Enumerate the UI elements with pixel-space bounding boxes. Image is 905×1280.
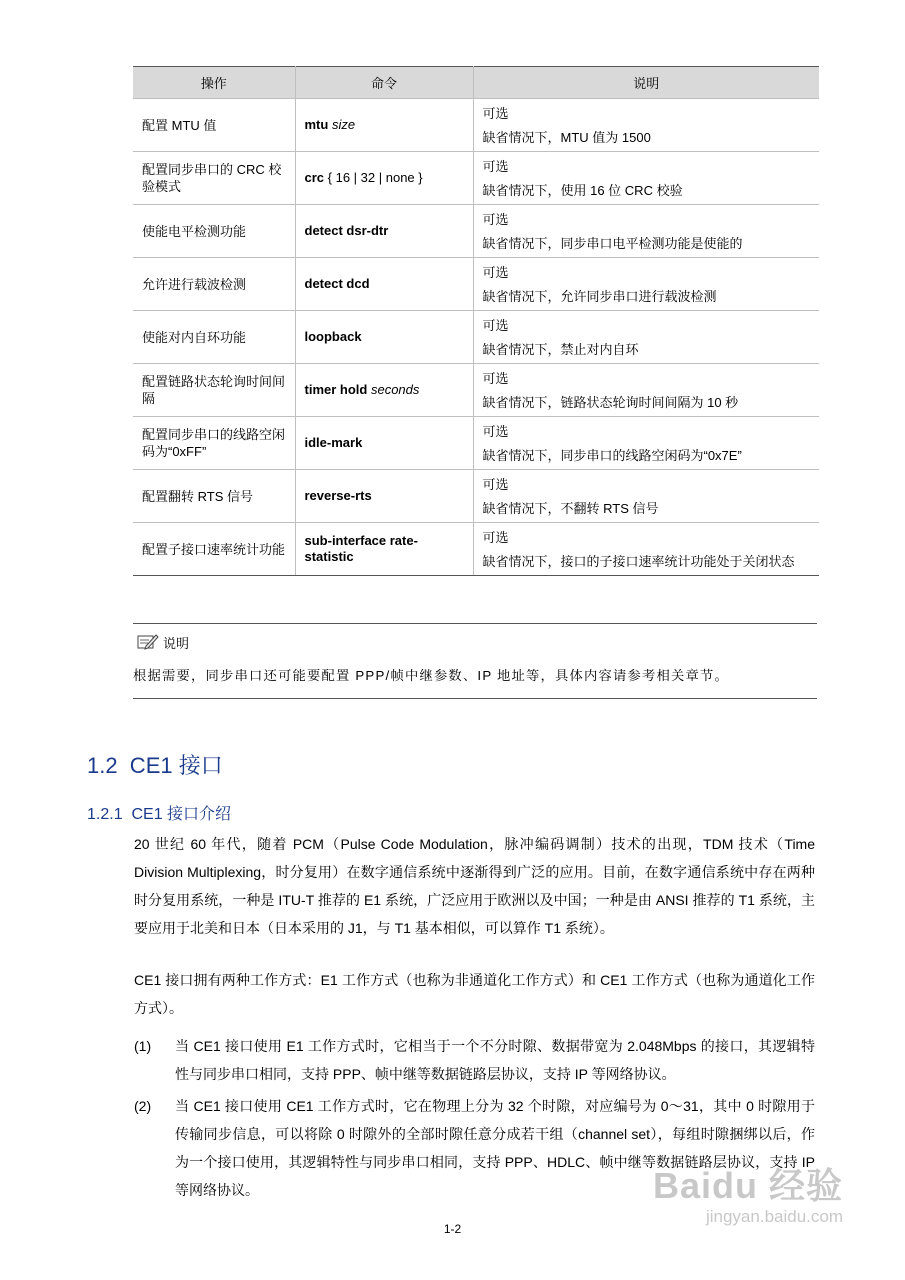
note-title: 说明 (163, 635, 190, 651)
table-row (133, 205, 819, 258)
table-row (133, 523, 819, 576)
description-cell (473, 99, 819, 152)
description-cell (473, 417, 819, 470)
operation-cell (133, 258, 295, 311)
operation-text: 配置同步串口的 CRC 校验模式 (142, 162, 282, 194)
default-text: 缺省情况下，MTU 值为 1500 (482, 129, 651, 145)
default-text: 缺省情况下，禁止对内自环 (482, 341, 639, 357)
command-keyword: crc (304, 170, 325, 185)
operation-text: 配置 MTU 值 (142, 117, 217, 133)
page-number: 1-2 (443, 1222, 462, 1236)
list-item (134, 1032, 815, 1088)
operation-text: 配置链路状态轮询时间间隔 (142, 374, 286, 406)
default-text: 缺省情况下，同步串口的线路空闲码为“0x7E” (482, 447, 742, 463)
optional-label: 可选 (482, 105, 509, 121)
optional-label: 可选 (482, 423, 509, 439)
list-item-text: 当 CE1 接口使用 CE1 工作方式时，它在物理上分为 32 个时隙，对应编号为 0～31，其中 0 时隙用于传输同步信息，可以将除 0 时隙外的全部时隙任意分成若干组（channel set），每组时隙捆绑以后，作为一个接口使用，其逻辑特性与同步串口相同，支持 PPP、HDLC、帧中继等数据链路层协议，支持 IP 等网络协议。 (175, 1098, 815, 1198)
command-keyword: detect dsr-dtr (304, 223, 389, 238)
table-row (133, 470, 819, 523)
list-item-text: 当 CE1 接口使用 E1 工作方式时，它相当于一个不分时隙、数据带宽为 2.048Mbps 的接口，其逻辑特性与同步串口相同，支持 PPP、帧中继等数据链路层协议，支持 IP 等网络协议。 (175, 1038, 815, 1082)
operation-text: 配置翻转 RTS 信号 (142, 488, 253, 504)
watermark-url: jingyan.baidu.com (705, 1207, 843, 1226)
operation-cell (133, 364, 295, 417)
table-header-row (133, 67, 819, 99)
list-item-number: (2) (134, 1098, 152, 1114)
table-row (133, 152, 819, 205)
operation-cell (133, 99, 295, 152)
command-keyword: idle-mark (304, 435, 363, 450)
description-cell (473, 523, 819, 576)
note-pencil-icon (137, 632, 159, 652)
operation-cell (133, 523, 295, 576)
description-cell (473, 311, 819, 364)
command-keyword: reverse-rts (304, 488, 372, 503)
description-cell (473, 364, 819, 417)
description-cell (473, 258, 819, 311)
operation-cell (133, 417, 295, 470)
command-cell (295, 99, 473, 152)
operation-cell (133, 311, 295, 364)
command-cell (295, 470, 473, 523)
header-command: 命令 (295, 67, 473, 99)
optional-label: 可选 (482, 529, 509, 545)
command-keyword: loopback (304, 329, 362, 344)
table-row (133, 311, 819, 364)
default-text: 缺省情况下，使用 16 位 CRC 校验 (482, 182, 683, 198)
description-cell (473, 152, 819, 205)
operation-text: 配置同步串口的线路空闲码为“0xFF” (142, 427, 286, 459)
operation-text: 使能对内自环功能 (142, 329, 247, 345)
watermark-logo: Baidu 经验 (652, 1165, 843, 1206)
default-text: 缺省情况下，允许同步串口进行载波检测 (482, 288, 717, 304)
command-cell (295, 258, 473, 311)
command-cell (295, 205, 473, 258)
optional-label: 可选 (482, 264, 509, 280)
watermark (653, 1158, 843, 1227)
note-header (137, 632, 189, 652)
table-row (133, 417, 819, 470)
default-text: 缺省情况下，链路状态轮询时间间隔为 10 秒 (482, 394, 739, 410)
optional-label: 可选 (482, 317, 509, 333)
default-text: 缺省情况下，同步串口电平检测功能是使能的 (482, 235, 743, 251)
section-heading-1-2: 1.2 CE1 接口 (87, 753, 223, 778)
command-argument: size (331, 117, 356, 132)
optional-label: 可选 (482, 158, 509, 174)
command-argument: seconds (370, 382, 420, 397)
header-operation: 操作 (133, 67, 295, 99)
command-cell (295, 417, 473, 470)
operation-text: 允许进行载波检测 (142, 276, 247, 292)
note-body: 根据需要，同步串口还可能要配置 PPP/帧中继参数、IP 地址等，具体内容请参考相关章节。 (133, 668, 729, 683)
table-row (133, 364, 819, 417)
command-keyword: mtu (304, 117, 329, 132)
operation-cell (133, 470, 295, 523)
paragraph-ce1-modes: CE1 接口拥有两种工作方式：E1 工作方式（也称为非通道化工作方式）和 CE1 工作方式（也称为通道化工作方式）。 (134, 972, 815, 1016)
list-item-number: (1) (134, 1038, 152, 1054)
note-box (133, 623, 817, 699)
table-row (133, 99, 819, 152)
command-cell (295, 311, 473, 364)
description-cell (473, 470, 819, 523)
operation-text: 配置子接口速率统计功能 (142, 541, 286, 557)
description-cell (473, 205, 819, 258)
default-text: 缺省情况下，不翻转 RTS 信号 (482, 500, 659, 516)
header-description: 说明 (473, 67, 819, 99)
paragraph-tdm-intro: 20 世纪 60 年代，随着 PCM（Pulse Code Modulation，脉冲编码调制）技术的出现，TDM 技术（Time Division Multiplexing，时分复用）在数字通信系统中逐渐得到广泛的应用。目前，在数字通信系统中存在两种时分复用系统，一种是 ITU-T 推荐的 E1 系统，广泛应用于欧洲以及中国；一种是由 ANSI 推荐的 T1 系统，主要应用于北美和日本（日本采用的 J1，与 T1 基本相似，可以算作 T1 系统）。 (134, 836, 815, 936)
command-keyword: detect dcd (304, 276, 370, 291)
operation-text: 使能电平检测功能 (142, 223, 247, 239)
command-options: { 16 | 32 | none } (327, 170, 423, 185)
default-text: 缺省情况下，接口的子接口速率统计功能处于关闭状态 (482, 553, 795, 569)
optional-label: 可选 (482, 211, 509, 227)
optional-label: 可选 (482, 370, 509, 386)
command-cell (295, 523, 473, 576)
command-keyword: timer hold (304, 382, 368, 397)
command-cell (295, 152, 473, 205)
operation-cell (133, 152, 295, 205)
operation-cell (133, 205, 295, 258)
command-table (133, 66, 819, 576)
section-heading-1-2-1: 1.2.1 CE1 接口介绍 (87, 806, 232, 823)
optional-label: 可选 (482, 476, 509, 492)
command-cell (295, 364, 473, 417)
command-keyword: sub-interface rate-statistic (304, 533, 418, 564)
table-row (133, 258, 819, 311)
